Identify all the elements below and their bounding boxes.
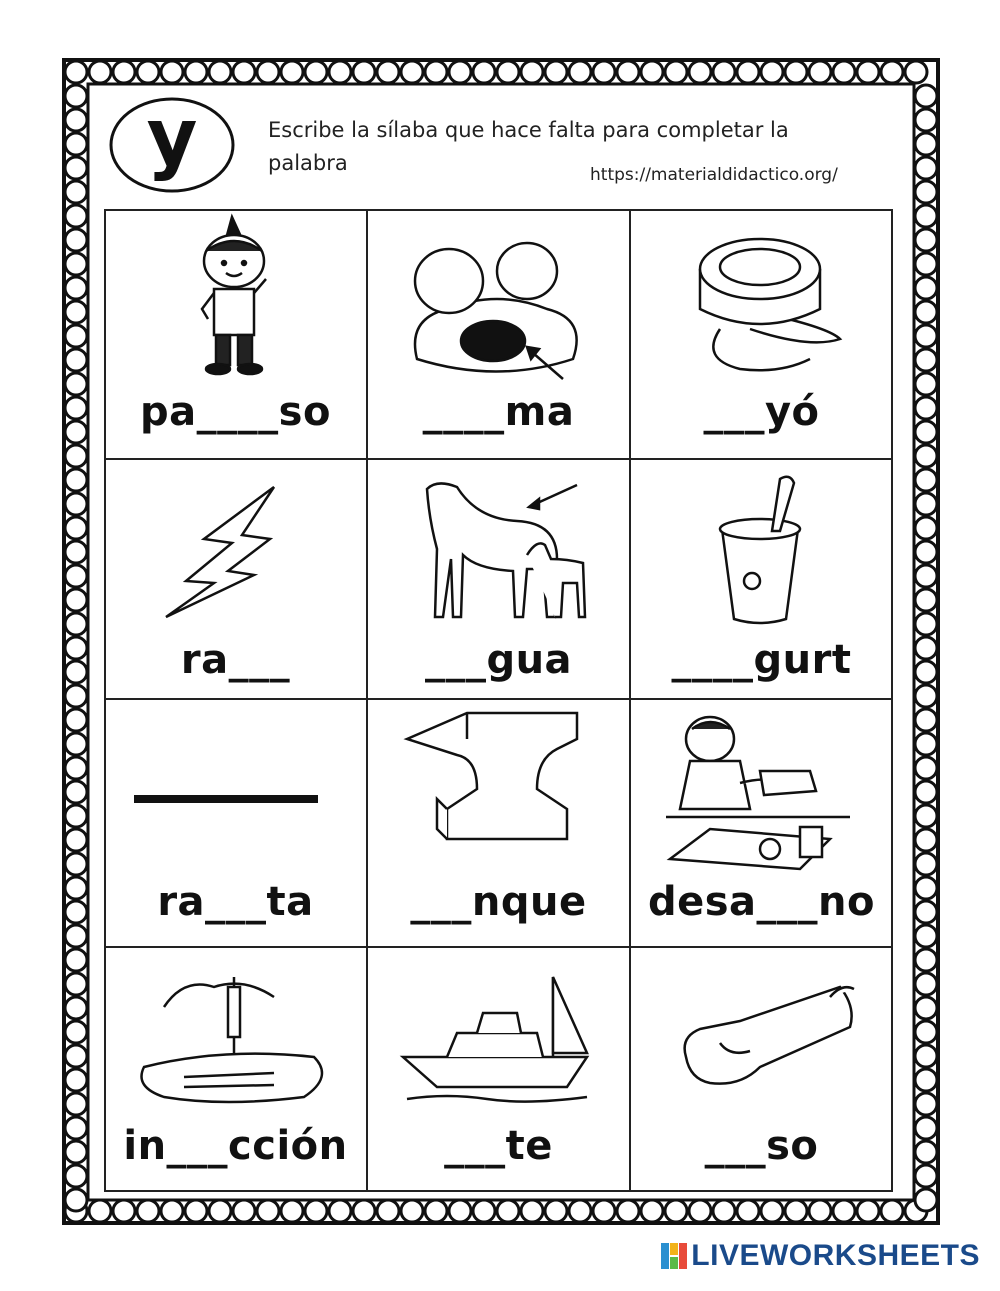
exercise-cell (104, 699, 367, 947)
source-url: https://materialdidactico.org/ (590, 165, 838, 185)
brand-footer (661, 1238, 980, 1274)
line-icon (104, 699, 366, 879)
word-with-blank: in___cción (123, 1123, 348, 1169)
mare-and-foal-icon (367, 459, 629, 639)
word-with-blank: ___gua (424, 637, 573, 683)
exercise-cell (630, 947, 893, 1192)
exercise-cell (367, 459, 630, 699)
exercise-cell (104, 209, 367, 459)
exercise-cell (367, 699, 630, 947)
leg-cast-icon (630, 947, 892, 1127)
exercise-cell (630, 459, 893, 699)
brand-name: LIVEWORKSHEETS (691, 1239, 980, 1272)
exercise-cell (367, 947, 630, 1192)
word-with-blank: desa___no (647, 879, 876, 925)
word-with-blank: ___yó (703, 389, 820, 435)
lightning-bolt-icon (104, 459, 366, 639)
yacht-icon (367, 947, 629, 1127)
word-with-blank: ___so (704, 1123, 819, 1169)
yoyo-icon (630, 209, 892, 389)
exercise-cell (104, 947, 367, 1192)
instruction-text: Escribe la sílaba que hace falta para completar la palabra (268, 118, 789, 175)
word-with-blank: pa____so (140, 389, 331, 435)
target-letter: y (146, 93, 198, 183)
exercise-cell (104, 459, 367, 699)
word-with-blank: ____ma (422, 389, 575, 435)
word-with-blank: ___nque (410, 879, 587, 925)
word-with-blank: ra___ (180, 637, 291, 683)
exercise-grid (104, 209, 893, 1192)
exercise-cell (630, 699, 893, 947)
injection-icon (104, 947, 366, 1127)
liveworksheets-logo-icon (661, 1243, 687, 1269)
exercise-cell (367, 209, 630, 459)
breakfast-icon (630, 699, 892, 879)
word-with-blank: ___te (444, 1123, 553, 1169)
word-with-blank: ____gurt (671, 637, 852, 683)
yogurt-icon (630, 459, 892, 639)
word-with-blank: ra___ta (157, 879, 314, 925)
exercise-cell (630, 209, 893, 459)
boy-icon (104, 209, 366, 389)
anvil-icon (367, 699, 629, 879)
egg-yolk-icon (367, 209, 629, 389)
